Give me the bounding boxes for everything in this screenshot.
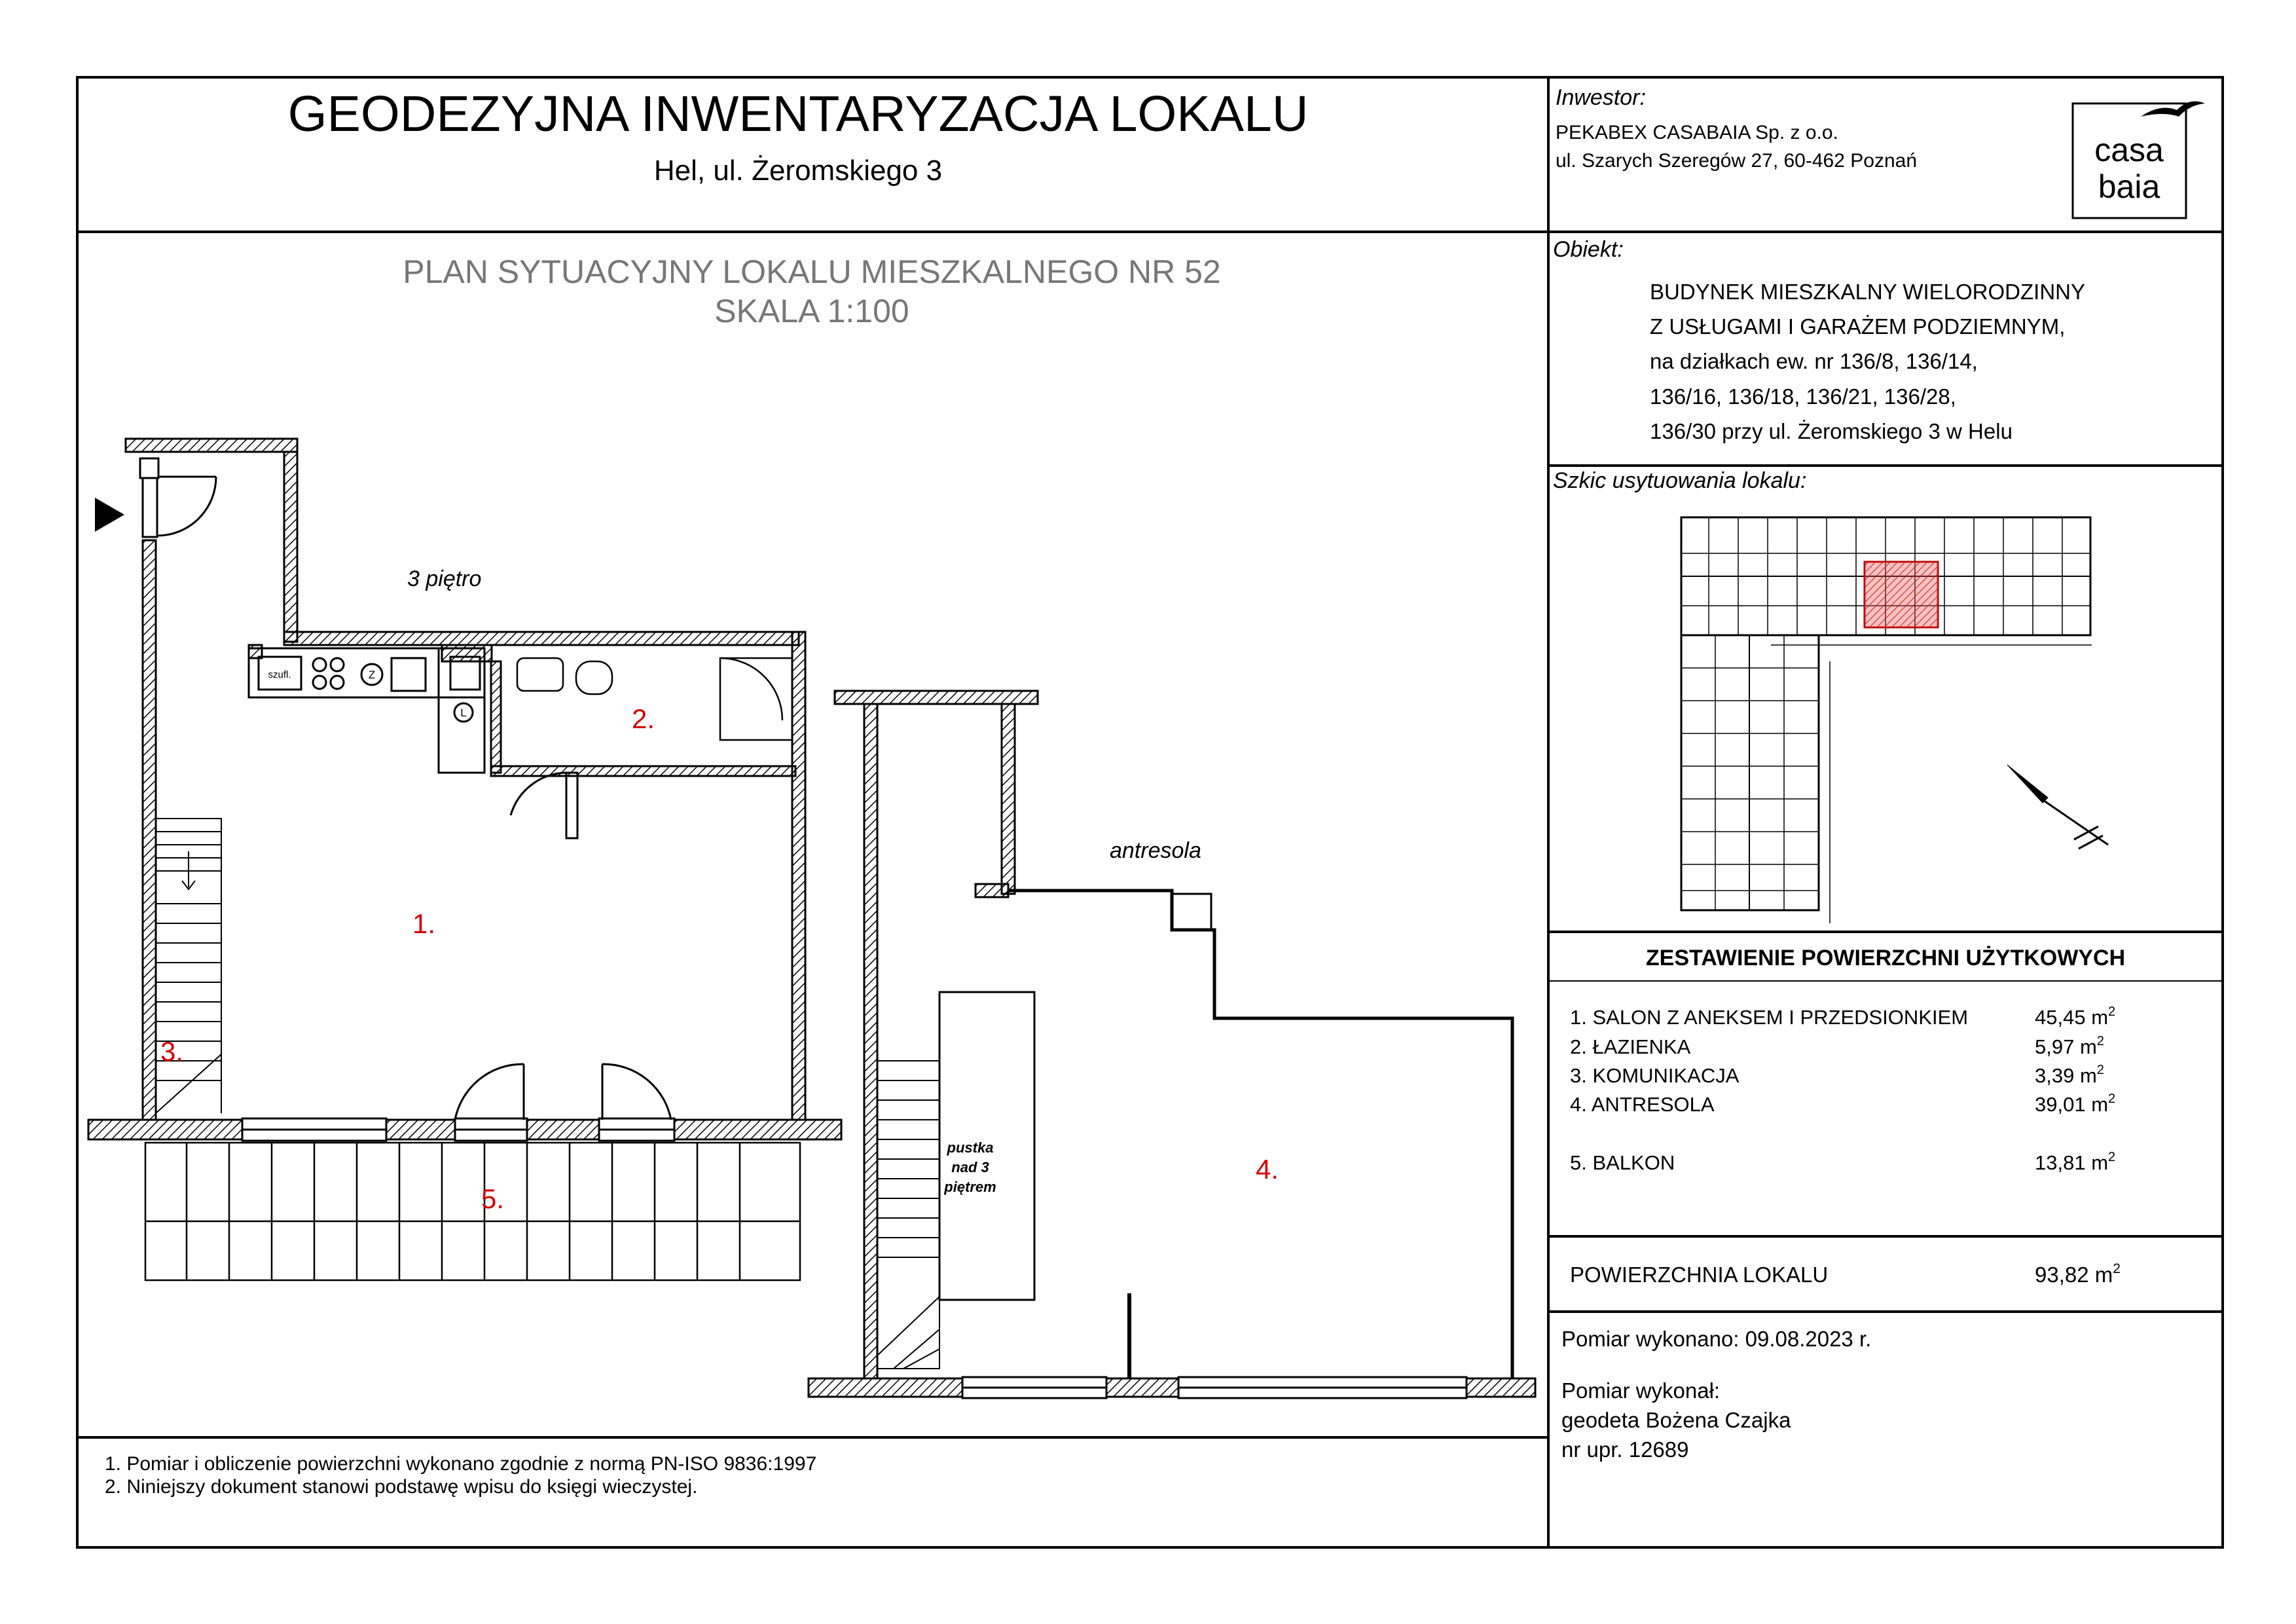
surveyor-license: nr upr. 12689 xyxy=(1561,1437,1689,1462)
surveyor-name: geodeta Bożena Czajka xyxy=(1561,1408,1791,1432)
room-number-1: 1. xyxy=(412,908,436,939)
area-item-name: 5. BALKON xyxy=(1570,1151,1675,1174)
void-label-line: nad 3 xyxy=(951,1159,989,1175)
area-item-name: 3. KOMUNIKACJA xyxy=(1570,1064,1740,1087)
measurement-by-label: Pomiar wykonał: xyxy=(1561,1378,1721,1403)
void-label-line: piętrem xyxy=(944,1179,996,1195)
kitchen-mark-szuf: szufl. xyxy=(268,669,291,680)
area-item-value: 45,45 $m^2$ xyxy=(2035,1005,2116,1029)
plan-title-block xyxy=(403,253,1220,329)
plan-title: PLAN SYTUACYJNY LOKALU MIESZKALNEGO NR 52 xyxy=(403,253,1221,290)
areas-list xyxy=(1570,1005,2115,1174)
object-label: Obiekt: xyxy=(1553,237,1624,262)
logo-text-casa: casa xyxy=(2094,132,2164,168)
area-item-name: 2. ŁAZIENKA xyxy=(1570,1035,1691,1058)
object-line: Z USŁUGAMI I GARAŻEM PODZIEMNYM, xyxy=(1650,314,2066,339)
mezzanine-outline xyxy=(1008,891,1512,1378)
room-number-5: 5. xyxy=(481,1183,505,1214)
investor-label: Inwestor: xyxy=(1556,85,1646,110)
mezzanine-walls xyxy=(835,691,1038,1378)
highlighted-unit-fill xyxy=(1865,562,1938,627)
mezzanine-label: antresola xyxy=(1110,838,1201,863)
floor-label: 3 piętro xyxy=(407,566,482,591)
balcony-doors xyxy=(455,1064,671,1120)
kitchen-mark-z: Z xyxy=(368,669,376,681)
floor-plan-mezzanine xyxy=(809,691,1535,1398)
floor-plan-3rd-floor xyxy=(88,439,841,1280)
north-arrow-icon xyxy=(2007,765,2108,849)
area-item-value: 3,39 $m^2$ xyxy=(2035,1063,2104,1087)
logo-text-baia: baia xyxy=(2098,168,2160,205)
object-description xyxy=(1650,280,2085,443)
area-item-value: 5,97 $m^2$ xyxy=(2035,1034,2104,1058)
note-line: 2. Niniejszy dokument stanowi podstawę wpisu do księgi wieczystej. xyxy=(105,1476,698,1498)
kitchen-counter xyxy=(249,648,484,773)
object-line: 136/30 przy ul. Żeromskiego 3 w Helu xyxy=(1650,419,2013,443)
areas-heading: ZESTAWIENIE POWIERZCHNI UŻYTKOWYCH xyxy=(1645,946,2126,970)
room-number-2: 2. xyxy=(632,703,655,734)
area-item-name: 1. SALON Z ANEKSEM I PRZEDSIONKIEM xyxy=(1570,1006,1969,1029)
sketch-label: Szkic usytuowania lokalu: xyxy=(1553,468,1807,493)
measurement-date: Pomiar wykonano: 09.08.2023 r. xyxy=(1561,1327,1872,1351)
investor-name: PEKABEX CASABAIA Sp. z o.o. xyxy=(1556,122,1838,143)
casabaia-logo xyxy=(2073,101,2205,218)
document-title: GEODEZYJNA INWENTARYZACJA LOKALU xyxy=(287,86,1309,142)
mezzanine-front-wall xyxy=(809,1377,1535,1398)
measurement-info xyxy=(1561,1327,1871,1462)
room-number-4: 4. xyxy=(1256,1154,1279,1185)
balcony xyxy=(145,1143,800,1280)
area-item-value: 13,81 $m^2$ xyxy=(2035,1150,2116,1174)
entrance-arrow-icon xyxy=(95,498,124,532)
document-address: Hel, ul. Żeromskiego 3 xyxy=(653,155,943,187)
object-line: 136/16, 136/18, 136/21, 136/28, xyxy=(1650,384,1956,409)
staircase xyxy=(156,819,221,1113)
entrance-door xyxy=(140,458,216,537)
total-area-label: POWIERZCHNIA LOKALU xyxy=(1570,1263,1829,1287)
walls xyxy=(126,439,805,1120)
kitchen-mark-l: L xyxy=(460,707,467,719)
investor-address: ul. Szarych Szeregów 27, 60-462 Poznań xyxy=(1556,150,1917,172)
plan-scale: SKALA 1:100 xyxy=(714,293,909,329)
area-item-value: 39,01 $m^2$ xyxy=(2035,1092,2116,1116)
mezzanine-staircase xyxy=(877,1061,939,1369)
object-line: BUDYNEK MIESZKALNY WIELORODZINNY xyxy=(1650,280,2086,304)
bathroom-door xyxy=(511,773,577,838)
total-area-value: 93,82 $m^2$ xyxy=(2035,1261,2121,1287)
mezzanine-column xyxy=(1172,894,1211,930)
void-label xyxy=(943,1139,996,1195)
room-number-3: 3. xyxy=(160,1036,184,1067)
note-line: 1. Pomiar i obliczenie powierzchni wykonano zgodnie z normą PN-ISO 9836:1997 xyxy=(105,1453,817,1475)
front-wall xyxy=(88,1118,841,1141)
void-label-line: pustka xyxy=(947,1139,994,1156)
area-item-name: 4. ANTRESOLA xyxy=(1570,1093,1715,1116)
object-line: na działkach ew. nr 136/8, 136/14, xyxy=(1650,349,1978,373)
